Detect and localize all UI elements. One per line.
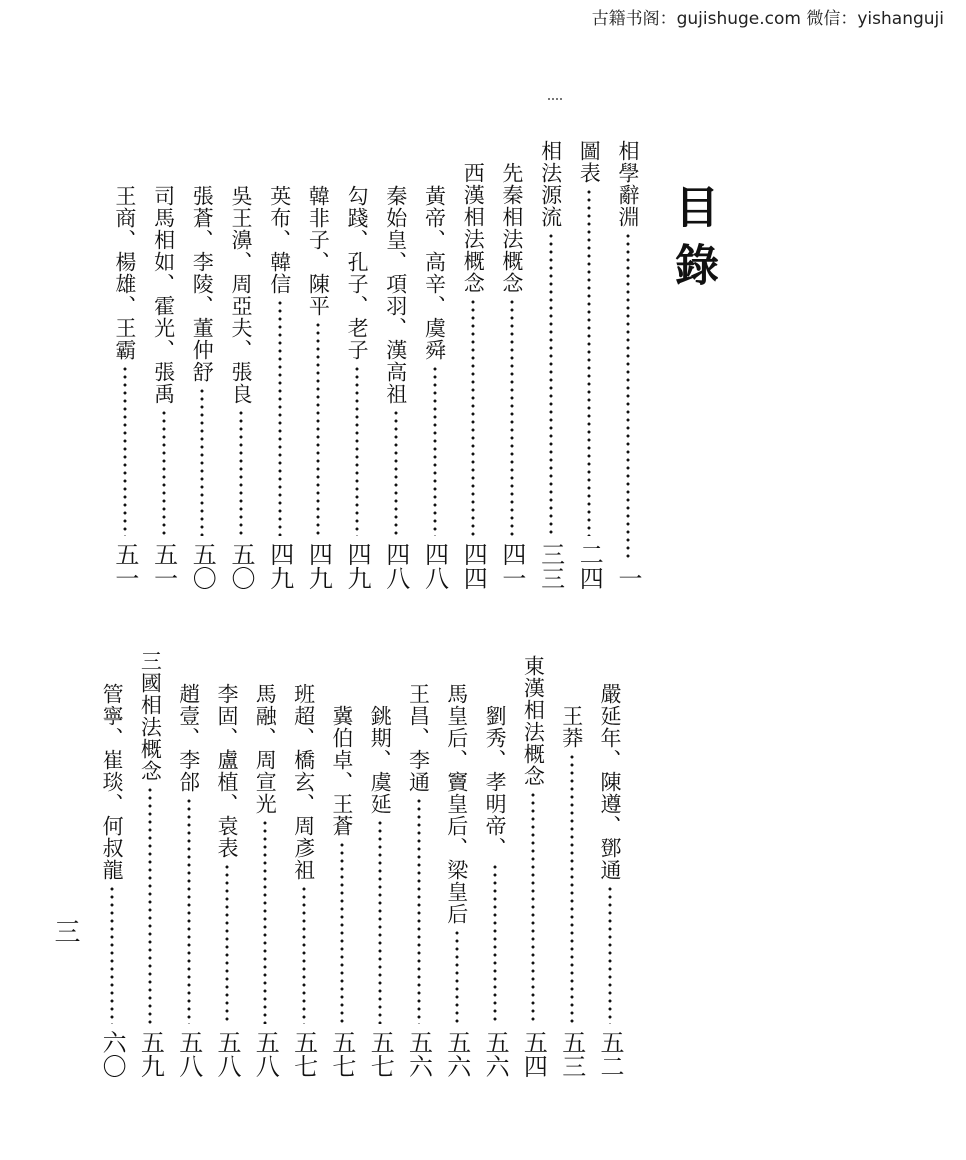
- toc-entry: [209, 683, 245, 1078]
- toc-entry: [107, 185, 143, 590]
- toc-entry-title: 趙壹、李郃: [176, 683, 201, 793]
- toc-entry: [184, 185, 220, 590]
- dot-leader: [225, 863, 229, 1024]
- toc-entry: [286, 683, 322, 1078]
- toc-entry-page: 二四: [575, 542, 604, 590]
- toc-entry: [455, 162, 491, 590]
- dot-leader: [162, 409, 166, 536]
- toc-entry-title: 管寧、崔琰、何叔龍: [100, 683, 125, 881]
- dot-leader: [200, 387, 204, 536]
- toc-entry-page: 五九: [136, 1030, 165, 1078]
- toc-entry-page: 五七: [327, 1030, 356, 1078]
- dot-leader: [471, 298, 475, 536]
- toc-entry-page: 四四: [459, 542, 488, 590]
- toc-entry: [362, 705, 398, 1078]
- toc-entry: [132, 650, 168, 1078]
- dot-leader: [570, 753, 574, 1024]
- dot-leader: [394, 409, 398, 536]
- toc-entry: [247, 683, 283, 1078]
- toc-entry: [417, 185, 453, 590]
- toc-entry-title: 王莽: [559, 705, 584, 749]
- toc-entry-title: 王商、楊雄、王霸: [112, 185, 137, 361]
- toc-entry: [262, 185, 298, 590]
- toc-entry: [515, 655, 551, 1078]
- toc-entry-page: 五二: [596, 1030, 624, 1078]
- toc-entry: [592, 683, 628, 1078]
- dot-leader: [455, 929, 459, 1024]
- toc-entry-title: 黃帝、高辛、虞舜: [422, 185, 447, 361]
- toc-entry-page: 五八: [174, 1030, 203, 1078]
- toc-entry-page: 四八: [381, 542, 410, 590]
- toc-entry-title: 相法源流: [538, 140, 563, 228]
- dot-leader: [278, 299, 282, 536]
- toc-entry-page: 五一: [149, 542, 178, 590]
- toc-entry: [533, 140, 569, 590]
- toc-entry-title: 李固、盧植、袁表: [215, 683, 239, 859]
- toc-entry-title: 先秦相法概念: [499, 162, 524, 294]
- toc-entry: [439, 683, 475, 1078]
- dot-leader: [239, 409, 243, 536]
- dot-leader: [148, 786, 152, 1024]
- toc-entry-page: 四九: [343, 542, 372, 590]
- toc-entry-page: 四一: [497, 542, 526, 590]
- toc-entry-page: 五六: [481, 1030, 510, 1078]
- toc-entry-page: 五一: [110, 542, 139, 590]
- toc-entry-title: 冀伯卓、王蒼: [329, 705, 354, 837]
- toc-entry: [477, 705, 513, 1078]
- toc-entry-page: 五六: [442, 1030, 471, 1078]
- dot-leader: [587, 188, 591, 536]
- toc-entry-title: 劉秀、孝明帝、: [483, 705, 508, 859]
- toc-entry-title: 東漢相法概念: [521, 655, 546, 787]
- toc-entry: [494, 162, 530, 590]
- toc-entry-title: 司馬相如、霍光、張禹: [151, 185, 176, 405]
- toc-entry-page: 四九: [265, 542, 294, 590]
- toc-entry-page: 六〇: [98, 1030, 127, 1078]
- toc-entry-title: 銚期、虞延: [368, 705, 393, 815]
- toc-entry: [324, 705, 360, 1078]
- dot-leader: [110, 885, 114, 1024]
- dot-leader: [626, 232, 630, 560]
- toc-entry: [554, 705, 590, 1078]
- toc-entry-page: 三三: [536, 542, 565, 590]
- dot-leader: [531, 791, 535, 1024]
- dot-leader: [263, 819, 267, 1024]
- toc-entry: [339, 185, 375, 590]
- dot-leader: [549, 232, 553, 536]
- page-heading: 目錄: [667, 184, 718, 300]
- dot-leader: [433, 365, 437, 536]
- toc-entry-title: 勾踐、孔子、老子: [345, 185, 370, 361]
- toc-entry-title: 秦始皇、項羽、漢高祖: [383, 185, 408, 405]
- toc-entry-title: 馬融、周宣光: [253, 683, 278, 815]
- dot-leader: [123, 365, 127, 536]
- dot-leader: [340, 841, 344, 1024]
- page-number: 三: [50, 918, 80, 944]
- toc-entry-title: 西漢相法概念: [461, 162, 486, 294]
- dot-leader: [378, 819, 382, 1024]
- toc-entry-page: 五四: [519, 1030, 548, 1078]
- toc-entry-page: 一: [614, 566, 642, 590]
- toc-entry-title: 韓非子、陳平: [306, 185, 331, 317]
- toc-entry: [94, 683, 130, 1078]
- toc-entry-page: 五八: [213, 1030, 241, 1078]
- toc-entry-page: 五八: [251, 1030, 280, 1078]
- toc-entry-page: 四九: [304, 542, 333, 590]
- dot-leader: [187, 797, 191, 1024]
- toc-entry-title: 馬皇后、竇皇后、梁皇后: [444, 683, 469, 925]
- toc-entry-title: 圖表: [577, 140, 602, 184]
- toc-entry-page: 五七: [289, 1030, 318, 1078]
- toc-entry-page: 四八: [420, 542, 449, 590]
- toc-entry-page: 五〇: [188, 542, 217, 590]
- dot-leader: [493, 863, 497, 1024]
- dot-leader: [355, 365, 359, 536]
- toc-entry-title: 吳王濞、周亞夫、張良: [229, 185, 253, 405]
- toc-entry-title: 王昌、李通: [406, 683, 431, 793]
- toc-entry-title: 班超、橋玄、周彥祖: [291, 683, 316, 881]
- toc-entry-title: 張蒼、李陵、董仲舒: [190, 185, 215, 383]
- dot-leader: [510, 298, 514, 536]
- toc-entry-title: 三國相法概念: [138, 650, 163, 782]
- toc-entry-page: 五六: [404, 1030, 433, 1078]
- toc-entry: [401, 683, 437, 1078]
- ink-speck: [548, 98, 562, 110]
- toc-entry: [610, 140, 646, 590]
- toc-entry: [571, 140, 607, 590]
- toc-entry-title: 相學辭淵: [616, 140, 640, 228]
- dot-leader: [417, 797, 421, 1024]
- dot-leader: [608, 885, 612, 1024]
- dot-leader: [302, 885, 306, 1024]
- toc-entry-title: 嚴延年、陳遵、鄧通: [598, 683, 622, 881]
- toc-entry: [171, 683, 207, 1078]
- watermark-text: 古籍书阁：gujishuge.com 微信：yishanguji: [591, 9, 944, 29]
- toc-entry-page: 五三: [557, 1030, 586, 1078]
- toc-entry: [223, 185, 259, 590]
- toc-entry-title: 英布、韓信: [267, 185, 292, 295]
- toc-entry: [146, 185, 182, 590]
- toc-entry-page: 五七: [366, 1030, 395, 1078]
- dot-leader: [316, 321, 320, 536]
- toc-entry: [378, 185, 414, 590]
- toc-entry-page: 五〇: [227, 542, 255, 590]
- toc-entry: [300, 185, 336, 590]
